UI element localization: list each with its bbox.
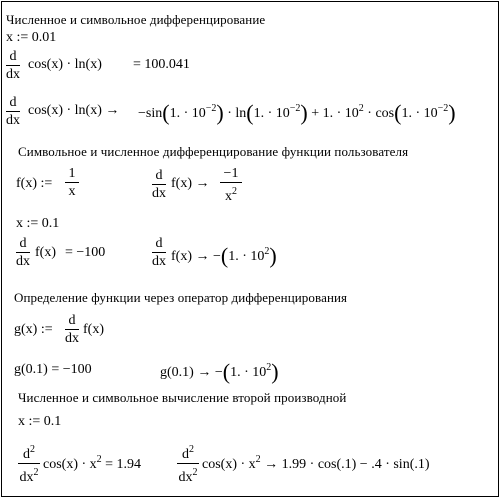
d-dx-fraction: d dx [65,313,79,346]
assign-x-1[interactable]: x := 0.01 [6,30,57,45]
d-dx-fraction: d dx [16,236,30,269]
g-definition-lhs[interactable]: g(x) := [14,322,53,337]
d-dx-fraction: d dx [6,95,20,128]
section4-title: Численное и символьное вычисление второй производной [18,390,347,405]
d2-dx2-fraction: $d^2$ $dx^2$ [178,444,198,485]
f-symbolic-derivative-2[interactable]: f(x) → −(1. · $10^2$) [171,243,277,268]
numeric-derivative-expr[interactable]: cos(x) · ln(x) [28,57,102,72]
d-dx-fraction: d dx [6,49,20,82]
symbolic-derivative-result: −sin(1. · $10^{-2}) \cdot \ln(1$. · $10^{-2}) + 1$. · $10^2 \cdot \cos(1$. · $10^{-2}$) [138,100,456,125]
f-numeric-derivative-expr[interactable]: f(x) [35,245,56,260]
second-derivative-numeric[interactable]: $\cos(x) \cdot x^2 = 1.94$ [43,454,142,472]
symbolic-derivative-expr[interactable]: cos(x) · ln(x) → [28,103,120,118]
section3-title: Определение функции через оператор дифференцирования [14,290,348,305]
numeric-derivative-result: = 100.041 [133,57,190,72]
g-symbolic-eval[interactable]: g(0.1) → −(1. · $10^2$) [160,359,279,384]
f-definition-fraction: 1 x [65,166,79,199]
second-derivative-symbolic[interactable]: $\cos(x) \cdot x^2 \to 1.99 \cdot \cos(.1) - .4 \cdot \sin(.1)$ [202,454,430,472]
g-definition-fn: f(x) [83,322,104,337]
assign-x-3[interactable]: x := 0.1 [18,414,62,429]
section1-title: Численное и символьное дифференцирование [6,12,266,27]
f-symbolic-derivative-expr[interactable]: f(x) → [171,176,210,191]
f-definition-lhs[interactable]: f(x) := [16,176,53,191]
f-numeric-derivative-result: = −100 [65,245,106,260]
worksheet [1,1,499,497]
d-dx-fraction: d dx [152,236,166,269]
d2-dx2-fraction: $d^2$ $dx^2$ [19,444,39,485]
section2-title: Символьное и численное дифференцирование функции пользователя [18,144,409,159]
assign-x-2[interactable]: x := 0.1 [16,216,60,231]
g-numeric-eval[interactable]: g(0.1) = −100 [14,362,92,377]
d-dx-fraction: d dx [152,168,166,201]
f-symbolic-derivative-result: −1 $x^2$ [220,166,242,204]
